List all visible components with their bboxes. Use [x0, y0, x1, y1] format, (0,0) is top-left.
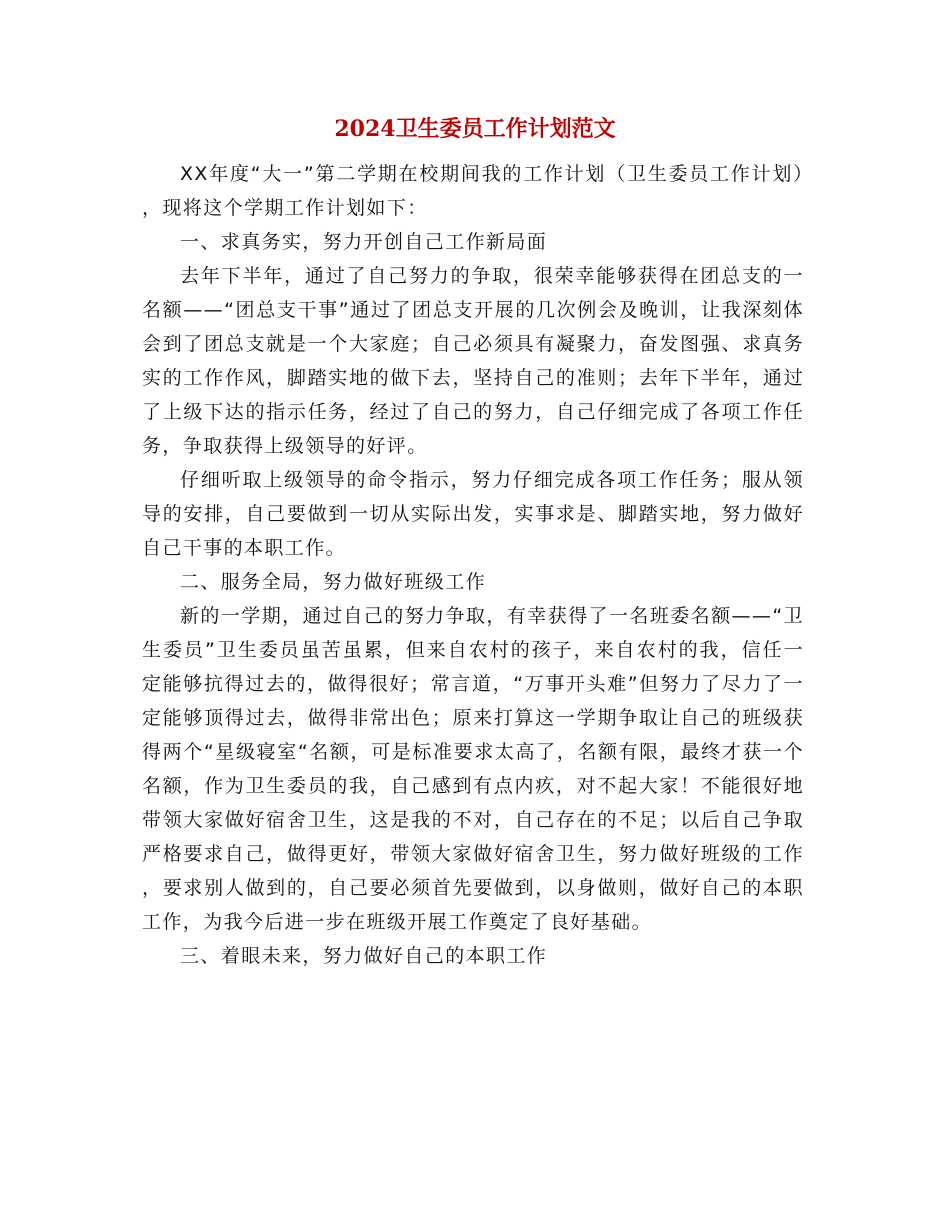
intro-paragraph: XX年度“大一”第二学期在校期间我的工作计划（卫生委员工作计划），现将这个学期工作计划如下：: [142, 163, 804, 219]
section-heading-2: 二、服务全局，努力做好班级工作: [180, 571, 487, 593]
document-title: 2024卫生委员工作计划范文: [334, 116, 616, 142]
document-body: [142, 157, 804, 973]
body-paragraph: 新的一学期，通过自己的努力争取，有幸获得了一名班委名额——“卫生委员”卫生委员虽苦虽累，但来自农村的孩子，来自农村的我，信任一定能够抗得过去的，做得很好；常言道，“万事开头难”但努力了尽力了一定能够顶得过去，做得非常出色；原来打算这一学期争取让自己的班级获得两个“星级寝室“名额，可是标准要求太高了，名额有限，最终才获一个名额，作为卫生委员的我，自己感到有点内疚，对不起大家！不能很好地带领大家做好宿舍卫生，这是我的不对，自己存在的不足；以后自己争取严格要求自己，做得更好，带领大家做好宿舍卫生，努力做好班级的工作，要求别人做到的，自己要必须首先要做到，以身做则，做好自己的本职工作，为我今后进一步在班级开展工作奠定了良好基础。: [142, 605, 804, 933]
section-heading-1: 一、求真务实，努力开创自己工作新局面: [180, 231, 548, 253]
body-paragraph: 仔细听取上级领导的命令指示，努力仔细完成各项工作任务；服从领导的安排，自己要做到一切从实际出发，实事求是、脚踏实地，努力做好自己干事的本职工作。: [142, 469, 804, 559]
body-paragraph: 去年下半年，通过了自己努力的争取，很荣幸能够获得在团总支的一名额——“团总支干事”通过了团总支开展的几次例会及晚训，让我深刻体会到了团总支就是一个大家庭；自己必须具有凝聚力，奋发图强、求真务实的工作作风，脚踏实地的做下去，坚持自己的准则；去年下半年，通过了上级下达的指示任务，经过了自己的努力，自己仔细完成了各项工作任务，争取获得上级领导的好评。: [142, 265, 804, 457]
section-heading-3: 三、着眼未来，努力做好自己的本职工作: [180, 945, 548, 967]
